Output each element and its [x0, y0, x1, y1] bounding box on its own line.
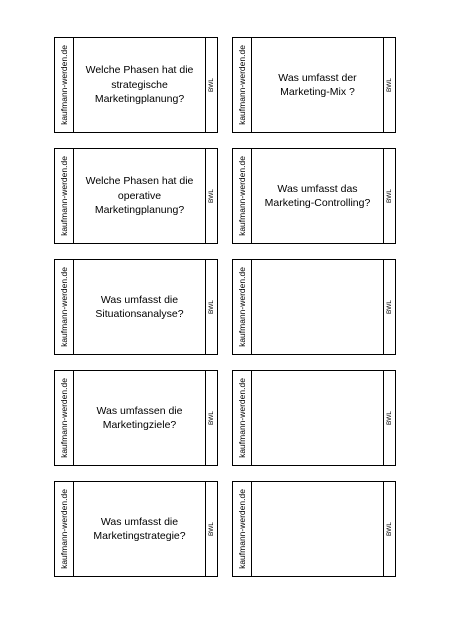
question-text: Welche Phasen hat die strategische Marketingplanung?	[85, 64, 194, 106]
subject-label: BWL	[385, 299, 393, 315]
card-question	[74, 482, 205, 576]
subject-label: BWL	[385, 77, 393, 93]
publisher-label: kaufmann-werden.de	[58, 45, 69, 125]
question-text: Was umfasst das Marketing-Controlling?	[264, 182, 371, 209]
question-text: Was umfasst die Situationsanalyse?	[95, 293, 184, 320]
card-publisher-strip	[55, 371, 74, 465]
card-question	[252, 371, 383, 465]
card-question	[74, 38, 205, 132]
publisher-label: kaufmann-werden.de	[58, 378, 69, 458]
subject-label: BWL	[207, 410, 215, 426]
card-question	[252, 149, 383, 243]
card-publisher-strip	[233, 38, 252, 132]
card-subject-strip	[205, 371, 217, 465]
flashcard	[54, 148, 218, 244]
subject-label: BWL	[207, 77, 215, 93]
card-publisher-strip	[233, 149, 252, 243]
flashcard	[54, 259, 218, 355]
flashcard	[54, 370, 218, 466]
flashcard	[232, 259, 396, 355]
card-subject-strip	[383, 260, 395, 354]
card-subject-strip	[383, 371, 395, 465]
publisher-label: kaufmann-werden.de	[58, 267, 69, 347]
card-publisher-strip	[233, 260, 252, 354]
flashcard	[232, 370, 396, 466]
card-question	[252, 482, 383, 576]
card-subject-strip	[205, 260, 217, 354]
flashcard	[232, 481, 396, 577]
subject-label: BWL	[207, 521, 215, 537]
card-question	[74, 371, 205, 465]
card-question	[74, 260, 205, 354]
question-text: Was umfasst die Marketingstrategie?	[93, 515, 186, 542]
publisher-label: kaufmann-werden.de	[236, 156, 247, 236]
flashcard	[232, 37, 396, 133]
subject-label: BWL	[207, 299, 215, 315]
publisher-label: kaufmann-werden.de	[58, 156, 69, 236]
flashcard	[232, 148, 396, 244]
publisher-label: kaufmann-werden.de	[58, 489, 69, 569]
question-text: Was umfassen die Marketingziele?	[96, 404, 183, 431]
card-publisher-strip	[55, 482, 74, 576]
flashcard	[54, 481, 218, 577]
subject-label: BWL	[385, 521, 393, 537]
publisher-label: kaufmann-werden.de	[236, 489, 247, 569]
card-subject-strip	[205, 482, 217, 576]
question-text: Welche Phasen hat die operative Marketingplanung?	[85, 175, 194, 217]
subject-label: BWL	[385, 188, 393, 204]
publisher-label: kaufmann-werden.de	[236, 267, 247, 347]
question-text: Was umfasst der Marketing-Mix ?	[278, 71, 357, 98]
publisher-label: kaufmann-werden.de	[236, 378, 247, 458]
card-publisher-strip	[55, 260, 74, 354]
publisher-label: kaufmann-werden.de	[236, 45, 247, 125]
card-publisher-strip	[55, 38, 74, 132]
card-subject-strip	[383, 149, 395, 243]
subject-label: BWL	[207, 188, 215, 204]
flashcard	[54, 37, 218, 133]
subject-label: BWL	[385, 410, 393, 426]
card-question	[252, 38, 383, 132]
card-question	[74, 149, 205, 243]
card-publisher-strip	[55, 149, 74, 243]
card-publisher-strip	[233, 371, 252, 465]
card-subject-strip	[383, 38, 395, 132]
card-publisher-strip	[233, 482, 252, 576]
card-question	[252, 260, 383, 354]
card-subject-strip	[205, 149, 217, 243]
card-subject-strip	[383, 482, 395, 576]
card-subject-strip	[205, 38, 217, 132]
